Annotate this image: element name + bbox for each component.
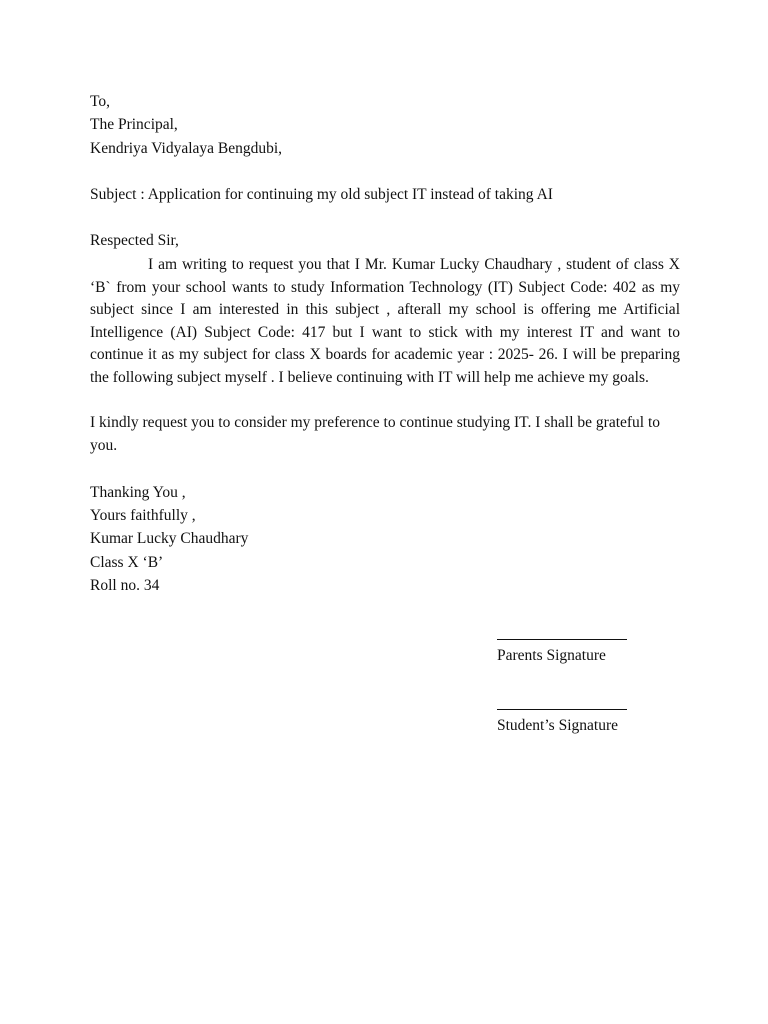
closing-thanks: Thanking You , — [90, 484, 186, 501]
letter-subject: Subject : Application for continuing my old subject IT instead of taking AI — [90, 186, 553, 203]
body-paragraph-main-text: I am writing to request you that I Mr. Kumar Lucky Chaudhary , student of class X ‘B` from your school wants to study Information Technology (IT) Subject Code: 402 as my subject since I am interested in this subject , afterall my school is offering me Artificial Intelligence (AI) Subject Code: 417 but I want to stick with my interest IT and want to continue it as my subject for class X boards for academic year : 2025- 26. I will be preparing the following subject myself . I believe continuing with IT will help me achieve my goals. — [90, 256, 680, 386]
parents-signature-label: Parents Signature — [497, 647, 606, 664]
body-paragraph-main — [90, 254, 680, 389]
parents-signature-line — [497, 639, 627, 640]
student-signature-label: Student’s Signature — [497, 717, 618, 734]
student-signature-line — [497, 709, 627, 710]
closing-sign-off: Yours faithfully , — [90, 507, 196, 524]
body-paragraph-request: I kindly request you to consider my preference to continue studying IT. I shall be grateful to you. — [90, 414, 661, 454]
address-to: To, — [90, 93, 111, 110]
address-school: Kendriya Vidyalaya Bengdubi, — [90, 140, 283, 157]
salutation: Respected Sir, — [90, 232, 179, 249]
sender-roll: Roll no. 34 — [90, 577, 160, 594]
address-recipient: The Principal, — [90, 116, 178, 133]
sender-class: Class X ‘B’ — [90, 554, 164, 571]
sender-name: Kumar Lucky Chaudhary — [90, 530, 249, 547]
